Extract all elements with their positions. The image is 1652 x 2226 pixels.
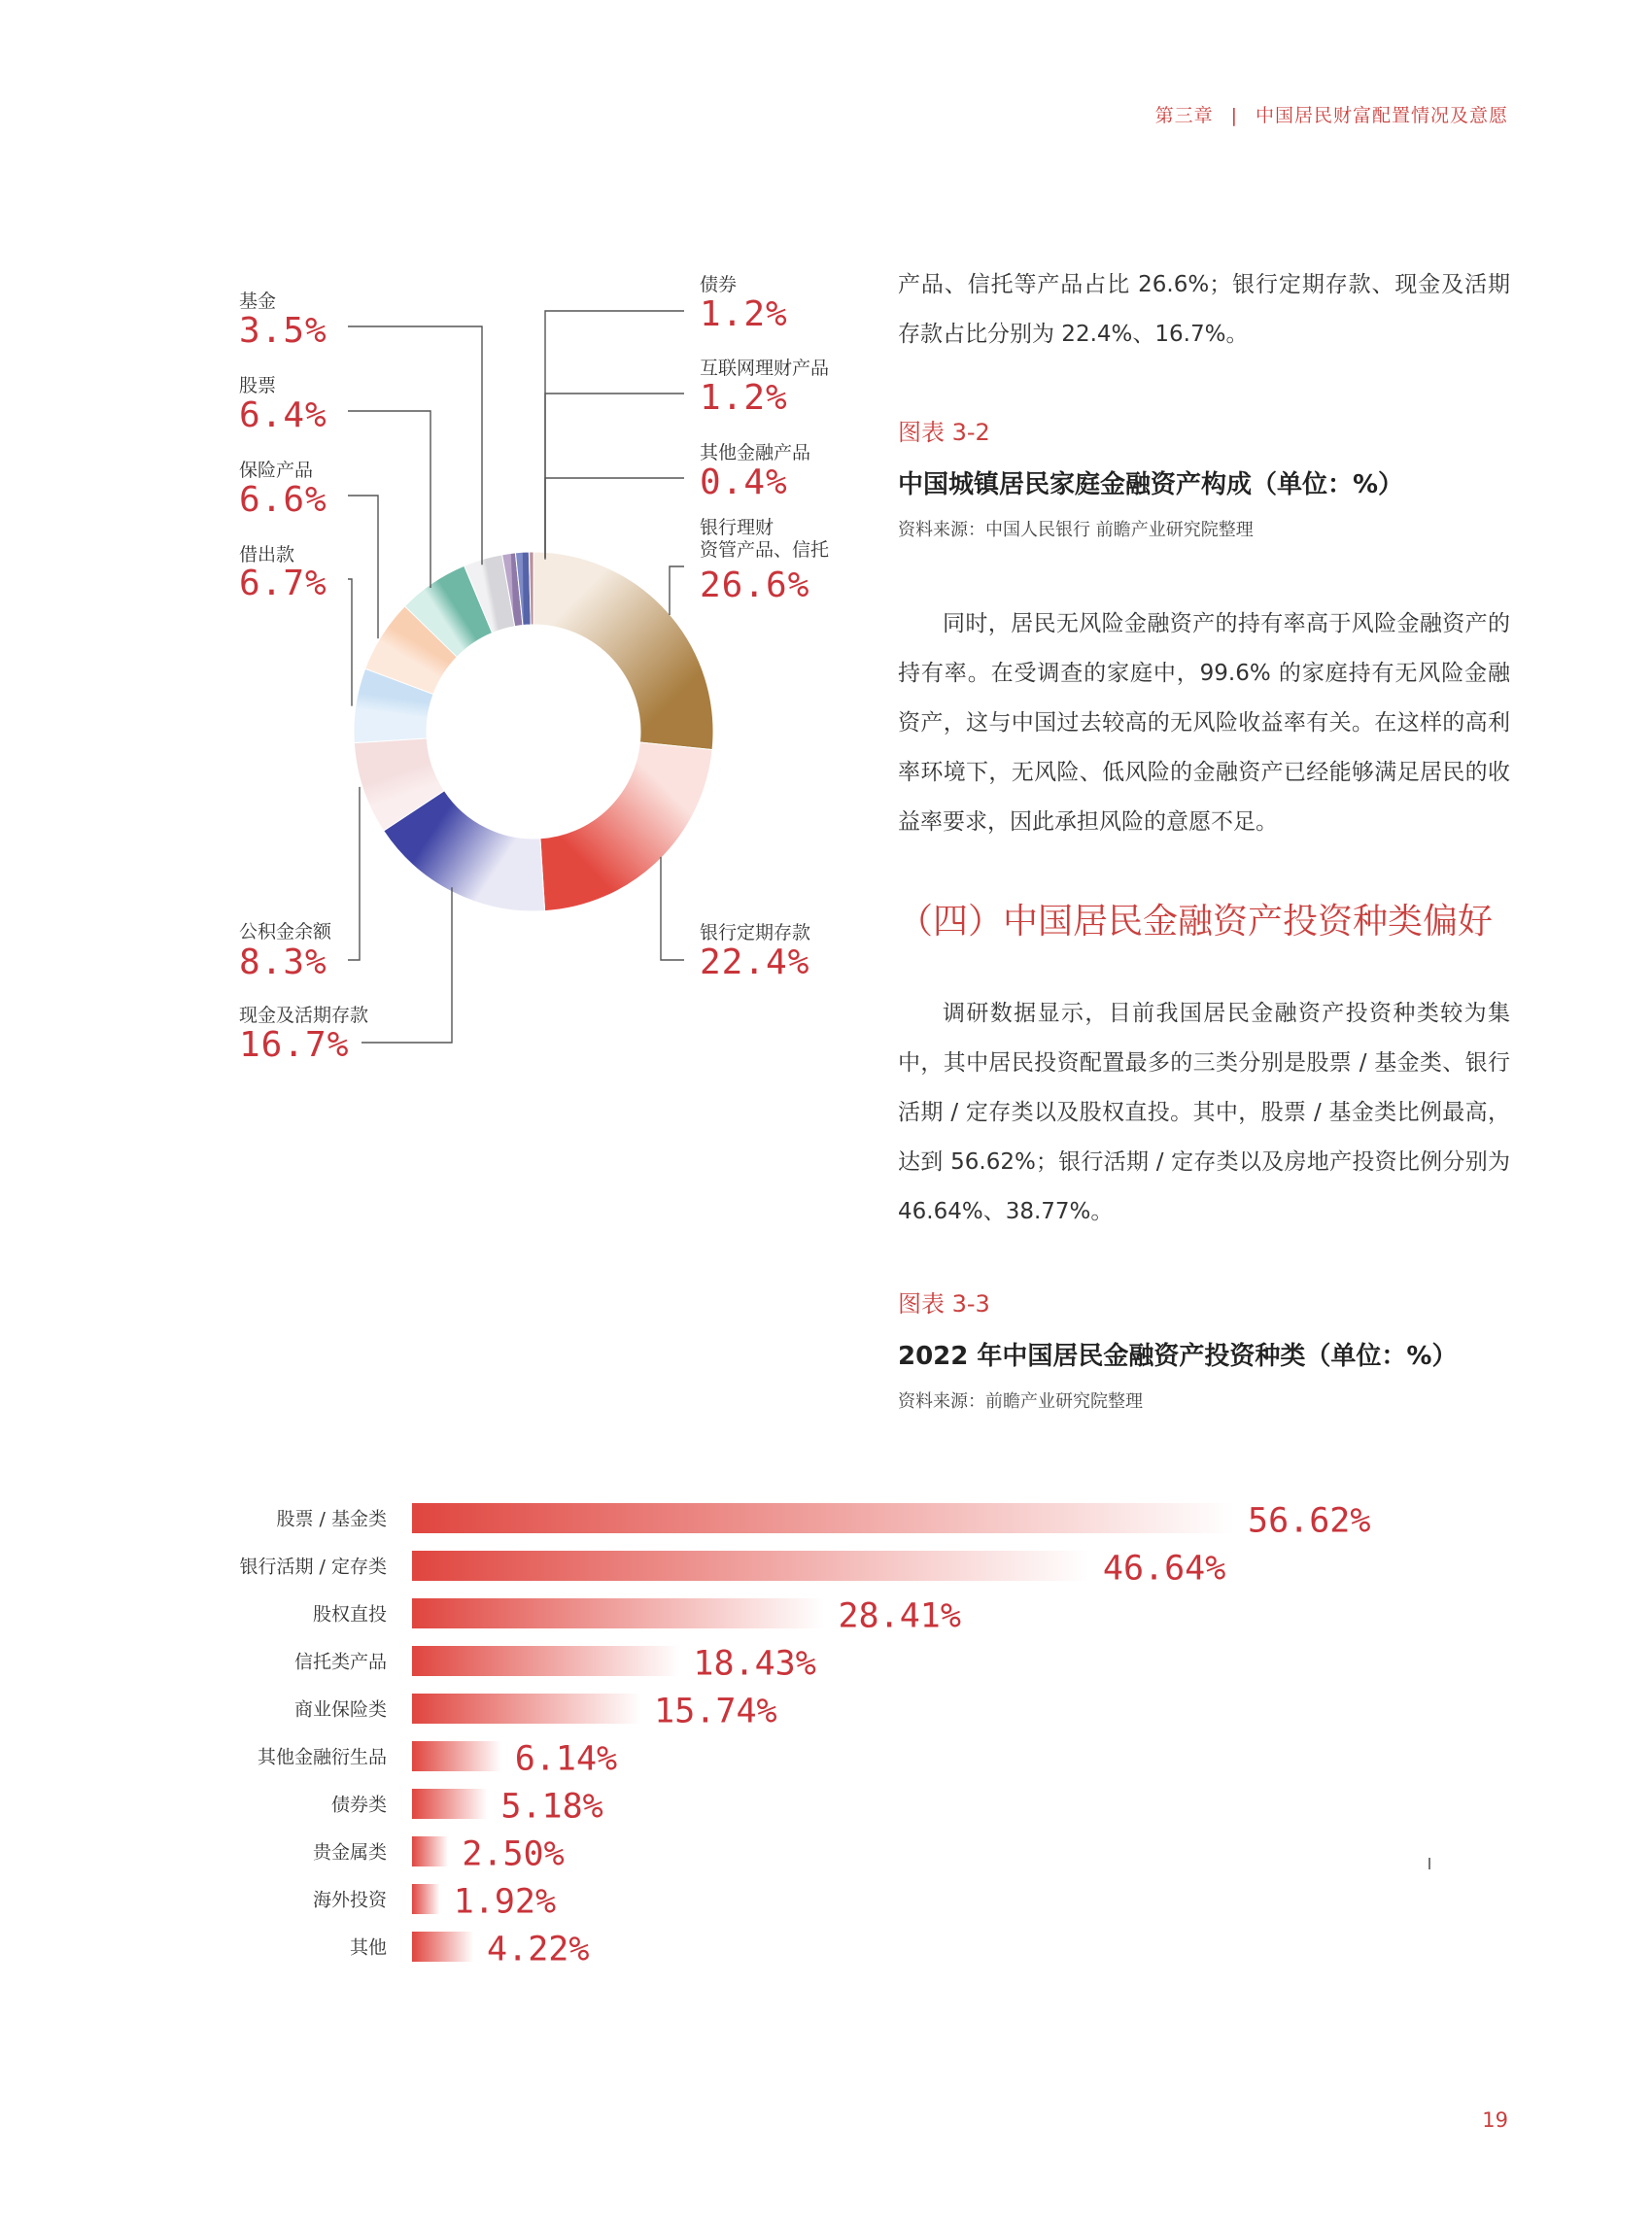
bar-value-label: 5.18% xyxy=(500,1787,603,1827)
donut-label-name: 现金及活期存款 xyxy=(239,1005,369,1026)
figure-number: 图表 3-3 xyxy=(898,1290,990,1318)
bar xyxy=(412,1741,501,1771)
bar xyxy=(412,1598,824,1628)
bar-value-label: 28.41% xyxy=(838,1596,961,1636)
figure-title: 中国城镇居民家庭金融资产构成（单位：%） xyxy=(898,470,1404,499)
bar-category-label: 其他金融衍生品 xyxy=(257,1746,387,1768)
bar xyxy=(412,1932,473,1962)
bar-value-label: 15.74% xyxy=(654,1692,777,1731)
leader-line xyxy=(670,566,684,615)
leader-line xyxy=(348,326,482,565)
donut-label-name: 借出款 xyxy=(239,544,295,565)
donut-label-name: 其他金融产品 xyxy=(700,442,811,463)
donut-label-name: 银行理财 资管产品、信托 xyxy=(700,517,830,561)
donut-label-name: 股票 xyxy=(239,375,277,396)
paragraph-2-block xyxy=(898,599,1510,847)
donut-label-name: 银行定期存款 xyxy=(700,922,811,943)
donut-label-value: 1.2% xyxy=(700,378,788,418)
bar xyxy=(412,1694,640,1724)
leader-line xyxy=(361,887,452,1043)
bar xyxy=(412,1503,1234,1533)
donut-slice xyxy=(533,552,713,750)
donut-label-value: 6.4% xyxy=(239,395,327,435)
bar-value-label: 6.14% xyxy=(514,1739,618,1779)
paragraph-2: 同时，居民无风险金融资产的持有率高于风险金融资产的持有率。在受调查的家庭中，99.6% 的家庭持有无风险金融资产，这与中国过去较高的无风险收益率有关。在这样的高利率环境下，无风险、低风险的金融资产已经能够满足居民的收益率要求，因此承担风险的意愿不足。 xyxy=(898,611,1510,835)
donut-label-value: 0.4% xyxy=(700,462,788,502)
leader-line xyxy=(348,411,430,588)
leader-line xyxy=(348,787,360,960)
figure-source: 资料来源：中国人民银行 前瞻产业研究院整理 xyxy=(898,520,1254,540)
bar-value-label: 2.50% xyxy=(462,1834,565,1874)
donut-label-value: 8.3% xyxy=(239,942,327,982)
donut-label-value: 26.6% xyxy=(700,565,810,605)
figure-3-3-caption xyxy=(898,1284,1510,1413)
donut-label-name: 债券 xyxy=(700,274,738,295)
chapter-title: 中国居民财富配置情况及意愿 xyxy=(1255,105,1508,126)
bar-value-label: 18.43% xyxy=(693,1644,816,1684)
paragraph-3-block xyxy=(898,989,1510,1237)
figure-number: 图表 3-2 xyxy=(898,419,990,446)
bar xyxy=(412,1884,440,1914)
bar-category-label: 股权直投 xyxy=(312,1603,387,1626)
bar-category-label: 信托类产品 xyxy=(293,1651,387,1673)
donut-label-value: 16.7% xyxy=(239,1025,350,1065)
donut-label-value: 22.4% xyxy=(700,942,810,982)
page-number: 19 xyxy=(1482,2108,1508,2132)
section-heading-block xyxy=(898,894,1510,943)
bar-category-label: 商业保险类 xyxy=(293,1698,387,1721)
donut-slice xyxy=(540,742,712,911)
stray-tick-mark xyxy=(1428,1858,1430,1869)
paragraph-1: 产品、信托等产品占比 26.6%；银行定期存款、现金及活期存款占比分别为 22.4%、16.7%。 xyxy=(898,272,1510,347)
donut-label-name: 公积金余额 xyxy=(239,921,332,942)
donut-label-name: 基金 xyxy=(239,291,277,312)
bar-category-label: 债券类 xyxy=(330,1794,387,1816)
leader-line xyxy=(661,857,684,960)
leader-line xyxy=(348,579,352,706)
bar-category-label: 其他 xyxy=(349,1936,387,1959)
bar-value-label: 56.62% xyxy=(1248,1501,1371,1541)
donut-label-name: 互联网理财产品 xyxy=(700,358,830,379)
figure-3-2-caption xyxy=(898,413,1510,541)
leader-line xyxy=(545,311,684,560)
donut-label-value: 3.5% xyxy=(239,311,327,351)
bar-category-label: 贵金属类 xyxy=(312,1841,387,1864)
bar-category-label: 股票 / 基金类 xyxy=(276,1508,387,1530)
donut-label-name: 保险产品 xyxy=(239,460,314,481)
header-separator: | xyxy=(1230,105,1238,126)
donut-label-value: 6.7% xyxy=(239,564,327,603)
bar xyxy=(412,1789,487,1819)
bar xyxy=(412,1836,448,1866)
bar-value-label: 4.22% xyxy=(487,1930,590,1969)
chapter-label: 第三章 xyxy=(1154,105,1214,126)
donut-label-value: 6.6% xyxy=(239,480,327,520)
bar-category-label: 海外投资 xyxy=(312,1889,387,1911)
figure-title: 2022 年中国居民金融资产投资种类（单位：%） xyxy=(898,1342,1458,1371)
leader-line xyxy=(545,394,684,558)
intro-paragraph-block xyxy=(898,260,1510,360)
figure-source: 资料来源：前瞻产业研究院整理 xyxy=(898,1391,1143,1412)
donut-slices xyxy=(354,552,713,911)
bar-chart xyxy=(0,1487,1652,1992)
bar xyxy=(412,1646,679,1676)
section-title: （四）中国居民金融资产投资种类偏好 xyxy=(898,902,1494,942)
donut-label-value: 1.2% xyxy=(700,294,788,334)
bar-category-label: 银行活期 / 定存类 xyxy=(239,1556,387,1578)
bar-value-label: 46.64% xyxy=(1102,1549,1226,1589)
bar xyxy=(412,1551,1089,1581)
bar-value-label: 1.92% xyxy=(453,1882,557,1922)
leader-line xyxy=(545,478,684,558)
paragraph-3: 调研数据显示，目前我国居民金融资产投资种类较为集中，其中居民投资配置最多的三类分别是股票 / 基金类、银行活期 / 定存类以及股权直投。其中，股票 / 基金类比例最高，达到 56.62%；银行活期 / 定存类以及房地产投资比例分别为 46.64%、38.77%。 xyxy=(898,1001,1510,1224)
